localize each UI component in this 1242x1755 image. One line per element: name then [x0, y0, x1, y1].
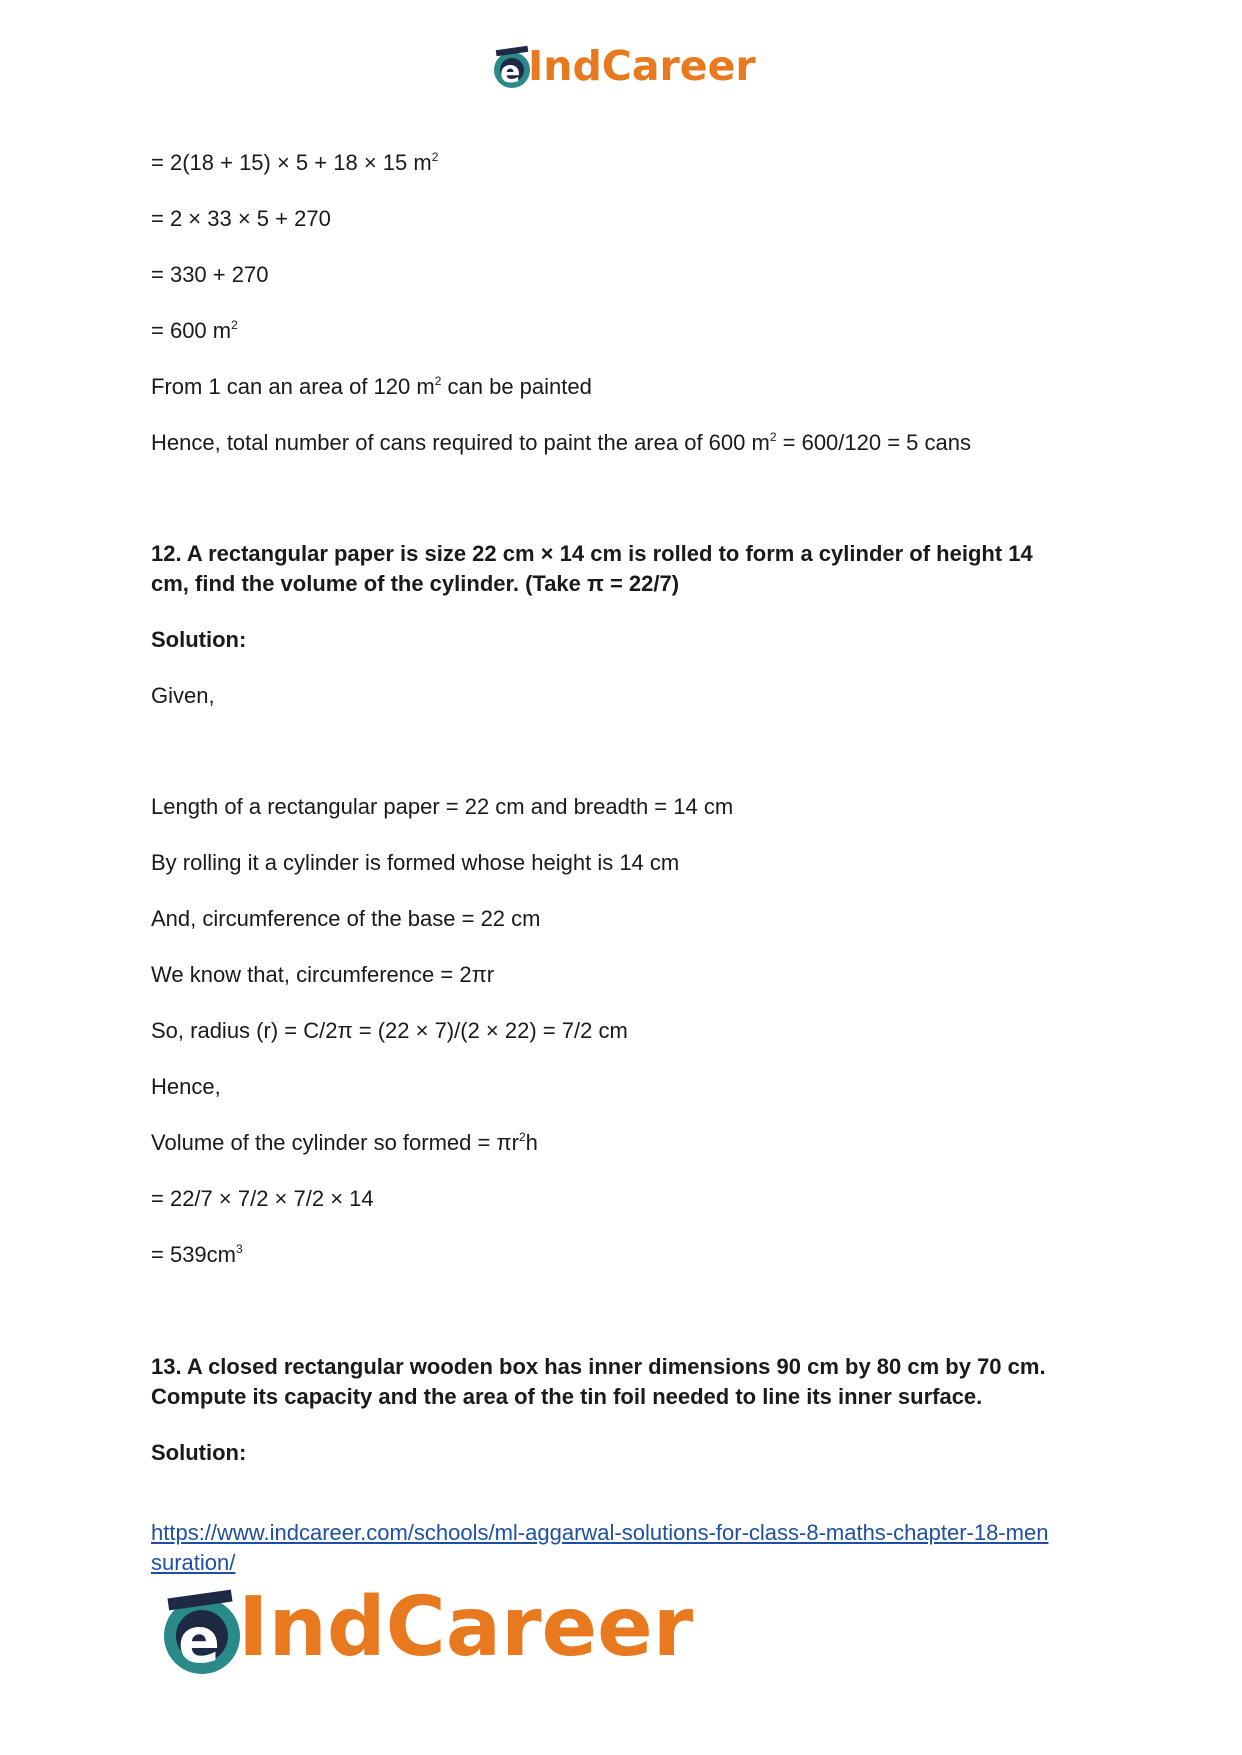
- source-link[interactable]: https://www.indcareer.com/schools/ml-aggarwal-solutions-for-class-8-maths-chapter-18-men: [151, 1520, 1049, 1545]
- question-12-line-1: 12. A rectangular paper is size 22 cm × 14 cm is rolled to form a cylinder of height 14: [151, 541, 1033, 566]
- solution-step-5: So, radius (r) = C/2π = (22 × 7)/(2 × 22) = 7/2 cm: [151, 1018, 628, 1043]
- can-area-line: From 1 can an area of 120 $m^2$ can be painted: [151, 374, 592, 399]
- logo-e-letter: e: [500, 55, 521, 90]
- logo-text: IndCareer: [528, 42, 756, 90]
- footer-logo-text: IndCareer: [238, 1580, 694, 1675]
- footer-logo-globe-icon: [160, 1588, 250, 1678]
- calc-line-3: = 330 + 270: [151, 262, 269, 287]
- solution-step-1: Length of a rectangular paper = 22 cm and breadth = 14 cm: [151, 794, 734, 819]
- calc-line-2: = 2 × 33 × 5 + 270: [151, 206, 331, 231]
- calc-line-4: = 600 $m^2$: [151, 318, 238, 343]
- solution-step-3: And, circumference of the base = 22 cm: [151, 906, 541, 931]
- source-link-continued[interactable]: suration/: [151, 1550, 236, 1575]
- calc-line-1: = 2(18 + 15) × 5 + 18 × 15 $m^2$: [151, 150, 439, 175]
- solution-step-7: Volume of the cylinder so formed = $\pi r^2h$: [151, 1130, 538, 1155]
- footer-logo-e-letter: e: [178, 1604, 221, 1677]
- solution-step-6: Hence,: [151, 1074, 221, 1099]
- cans-total-line: Hence, total number of cans required to paint the area of 600 $m^2 = 600/120 = 5$ cans: [151, 430, 972, 455]
- source-link-line-2[interactable]: [151, 1548, 235, 1578]
- solution-step-9: = $539cm^3$: [151, 1242, 243, 1267]
- solution-label-12: Solution:: [151, 627, 247, 652]
- solution-step-8: = 22/7 × 7/2 × 7/2 × 14: [151, 1186, 374, 1211]
- question-13-line-1: 13. A closed rectangular wooden box has inner dimensions 90 cm by 80 cm by 70 cm.: [151, 1354, 1046, 1379]
- solution-step-2: By rolling it a cylinder is formed whose height is 14 cm: [151, 850, 680, 875]
- question-12-line-2: cm, find the volume of the cylinder. (Take π = 22/7): [151, 571, 680, 596]
- solution-step-4: We know that, circumference = 2πr: [151, 962, 495, 987]
- question-13-line-2: Compute its capacity and the area of the tin foil needed to line its inner surface.: [151, 1384, 983, 1409]
- given-label: Given,: [151, 683, 215, 708]
- solution-label-13: Solution:: [151, 1440, 247, 1465]
- source-link-line-1[interactable]: [151, 1518, 1048, 1548]
- footer-logo: [160, 1580, 700, 1684]
- header-logo: [490, 44, 760, 94]
